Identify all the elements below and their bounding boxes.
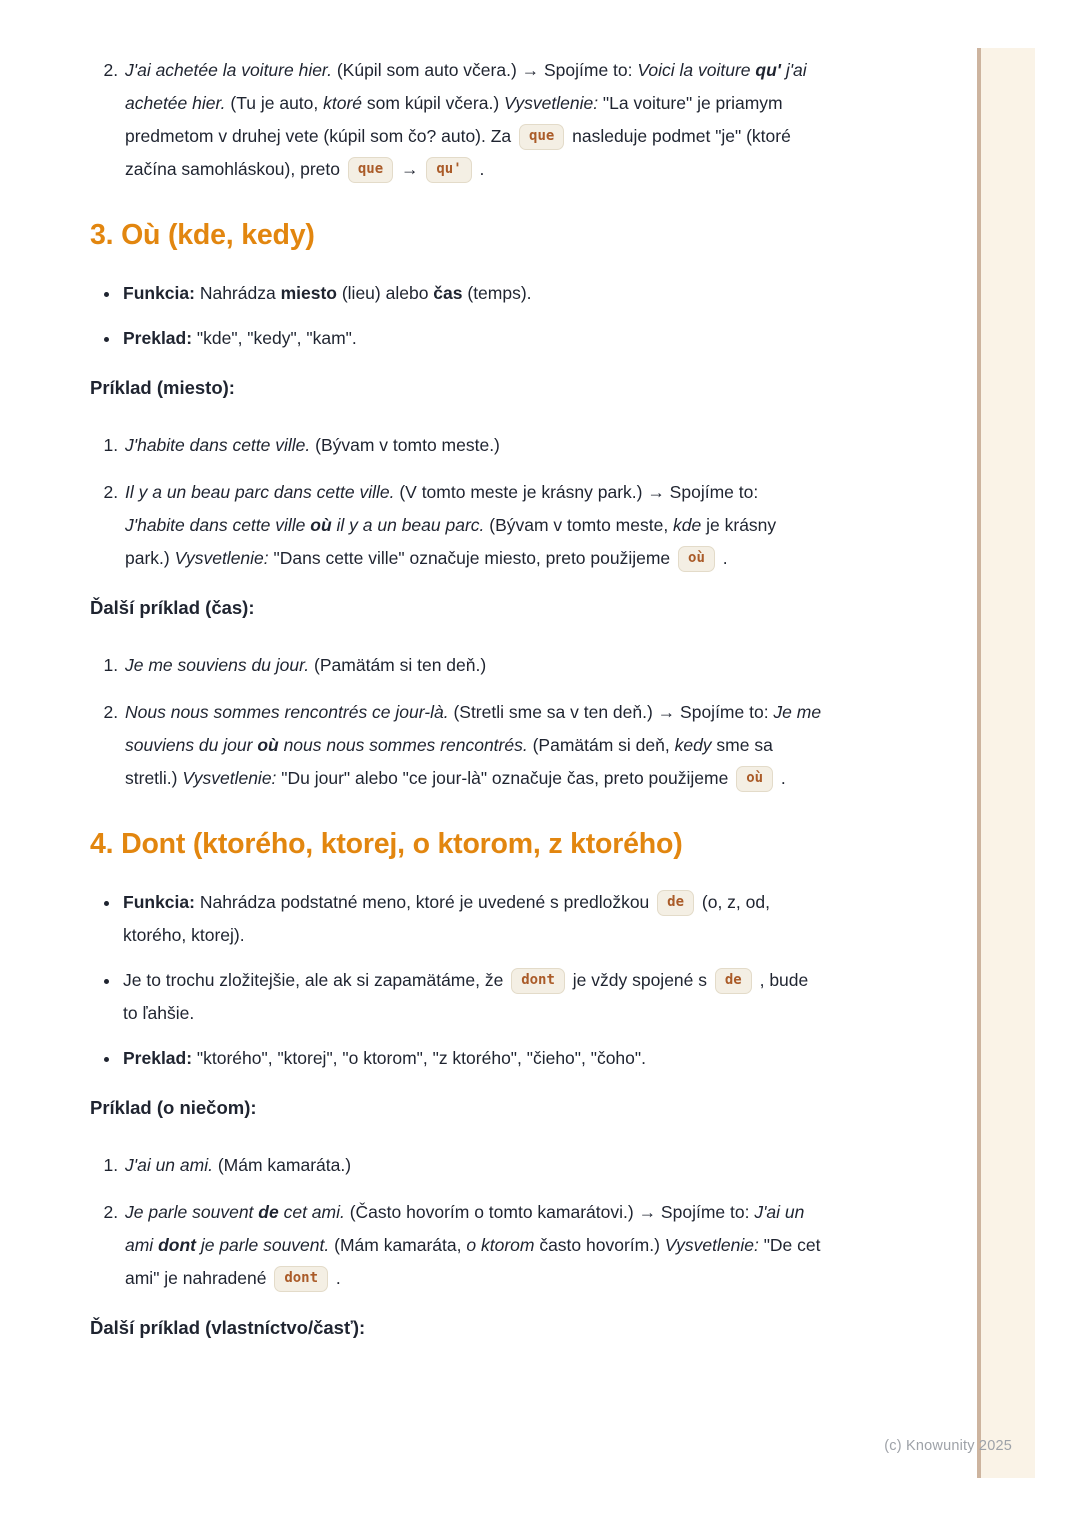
list-item xyxy=(123,696,822,795)
text-run: "kde", "kedy", "kam". xyxy=(192,328,357,348)
text-run: sme sa stretli.) xyxy=(125,735,773,788)
text-run: dont xyxy=(158,1235,196,1255)
text-run: J'habite dans cette ville xyxy=(125,515,311,535)
text-run: Preklad: xyxy=(123,328,193,348)
text-run: (Mám kamaráta, xyxy=(329,1235,467,1255)
list-item xyxy=(123,1196,822,1295)
list-item xyxy=(123,1149,822,1182)
text-run: . xyxy=(717,548,728,568)
text-run: "ktorého", "ktorej", "o ktorom", "z ktorého", "čieho", "čoho". xyxy=(192,1048,646,1068)
text-run: il y a un beau parc. xyxy=(331,515,485,535)
text-run: Il y a un beau parc dans cette ville. xyxy=(125,482,395,502)
text-run: "De cet ami" je nahradené xyxy=(125,1235,821,1288)
list-item xyxy=(121,886,822,952)
text-run: miesto xyxy=(280,283,337,303)
text-run: de xyxy=(258,1202,279,1222)
document-content xyxy=(90,0,822,1369)
list-item xyxy=(121,964,822,1030)
text-run: (Tu je auto, xyxy=(225,93,324,113)
example-label: Príklad (o niečom): xyxy=(90,1097,257,1118)
text-run: J'ai un ami xyxy=(125,1202,805,1255)
text-run: Nous nous sommes rencontrés ce jour-là. xyxy=(125,702,449,722)
list-item xyxy=(121,322,822,355)
section-heading: 3. Où (kde, kedy) xyxy=(90,219,315,251)
inline-code-badge: où xyxy=(736,766,773,792)
text-run: (Stretli sme sa v ten deň.) → Spojíme to: xyxy=(448,702,774,722)
text-run: J'ai achetée la voiture hier. xyxy=(125,60,332,80)
text-run: (o, z, od, ktorého, ktorej). xyxy=(123,892,770,945)
text-run: . xyxy=(331,1268,341,1288)
text-run: Vysvetlenie: xyxy=(182,768,277,788)
text-run: Nahrádza xyxy=(194,283,281,303)
text-run: o ktorom xyxy=(466,1235,535,1255)
text-run: často hovorím.) xyxy=(534,1235,665,1255)
example-label: Príklad (miesto): xyxy=(90,377,235,398)
text-run: Funkcia: xyxy=(123,283,195,303)
bullet-list xyxy=(90,886,822,1075)
text-run: Vysvetlenie: xyxy=(174,548,269,568)
text-run: Funkcia: xyxy=(123,892,195,912)
text-run: qu' xyxy=(755,60,781,80)
text-run: (Kúpil som auto včera.) → Spojíme to: xyxy=(331,60,638,80)
list-item xyxy=(123,649,822,682)
text-run: som kúpil včera.) xyxy=(362,93,505,113)
text-run: Vysvetlenie: xyxy=(664,1235,759,1255)
text-run: → xyxy=(396,159,424,179)
text-run: Je me souviens du jour xyxy=(125,702,822,755)
text-run: (lieu) alebo xyxy=(336,283,434,303)
inline-code-badge: où xyxy=(678,546,715,572)
text-run: nasleduje podmet "je" (ktoré začína samohláskou), preto xyxy=(125,126,791,179)
text-run: (Bývam v tomto meste, xyxy=(484,515,674,535)
text-run: je parle souvent. xyxy=(195,1235,330,1255)
inline-code-badge: de xyxy=(657,890,694,916)
text-run: nous nous sommes rencontrés. xyxy=(278,735,528,755)
text-run: čas xyxy=(433,283,463,303)
text-run: , bude to ľahšie. xyxy=(123,970,809,1023)
text-run: J'habite dans cette ville. xyxy=(125,435,311,455)
text-run: "Dans cette ville" označuje miesto, preto použijeme xyxy=(268,548,676,568)
example-label: Ďalší príklad (vlastníctvo/časť): xyxy=(90,1317,366,1338)
text-run: ktoré xyxy=(323,93,363,113)
text-run: (Bývam v tomto meste.) xyxy=(310,435,500,455)
list-item xyxy=(123,476,822,575)
text-run: j'ai achetée hier. xyxy=(125,60,807,113)
text-run: Je me souviens du jour. xyxy=(125,655,310,675)
inline-code-badge: qu' xyxy=(426,157,471,183)
text-run: J'ai un ami. xyxy=(125,1155,213,1175)
text-run: où xyxy=(310,515,332,535)
inline-code-badge: de xyxy=(715,968,752,994)
text-run: (temps). xyxy=(462,283,532,303)
text-run: (Často hovorím o tomto kamarátovi.) → Spojíme to: xyxy=(344,1202,755,1222)
inline-code-badge: que xyxy=(348,157,393,183)
text-run: kedy xyxy=(674,735,712,755)
text-run: Je parle souvent xyxy=(125,1202,259,1222)
text-run: je krásny park.) xyxy=(125,515,777,568)
bullet-list xyxy=(90,277,822,355)
numbered-list xyxy=(90,1149,822,1295)
section-heading: 4. Dont (ktorého, ktorej, o ktorom, z ktorého) xyxy=(90,828,683,860)
text-run: (V tomto meste je krásny park.) → Spojíme to: xyxy=(394,482,759,502)
inline-code-badge: que xyxy=(519,124,564,150)
text-run: cet ami. xyxy=(278,1202,345,1222)
text-run: Je to trochu zložitejšie, ale ak si zapamätáme, že xyxy=(123,970,509,990)
text-run: "Du jour" alebo "ce jour-là" označuje čas, preto použijeme xyxy=(276,768,734,788)
list-item xyxy=(121,1042,822,1075)
numbered-list xyxy=(90,649,822,795)
copyright-watermark: (c) Knowunity 2025 xyxy=(884,1438,1012,1454)
inline-code-badge: dont xyxy=(274,1266,328,1292)
list-item xyxy=(123,54,822,186)
text-run: je vždy spojené s xyxy=(567,970,712,990)
text-run: Nahrádza podstatné meno, ktoré je uvedené s predložkou xyxy=(194,892,655,912)
text-run: (Pamätám si ten deň.) xyxy=(309,655,487,675)
inline-code-badge: dont xyxy=(511,968,565,994)
list-item xyxy=(121,277,822,310)
example-label: Ďalší príklad (čas): xyxy=(90,597,255,618)
text-run: Vysvetlenie: xyxy=(504,93,599,113)
text-run: kde xyxy=(673,515,702,535)
right-edge-stripe xyxy=(977,48,1035,1478)
numbered-list xyxy=(90,429,822,575)
text-run: où xyxy=(257,735,279,755)
text-run: "La voiture" je priamym predmetom v druhej vete (kúpil som čo? auto). Za xyxy=(125,93,783,146)
text-run: (Mám kamaráta.) xyxy=(212,1155,352,1175)
text-run: . xyxy=(776,768,786,788)
text-run: (Pamätám si deň, xyxy=(527,735,675,755)
text-run: . xyxy=(474,159,485,179)
numbered-list xyxy=(90,54,822,186)
text-run: Voici la voiture xyxy=(637,60,756,80)
list-item xyxy=(123,429,822,462)
text-run: Preklad: xyxy=(123,1048,193,1068)
